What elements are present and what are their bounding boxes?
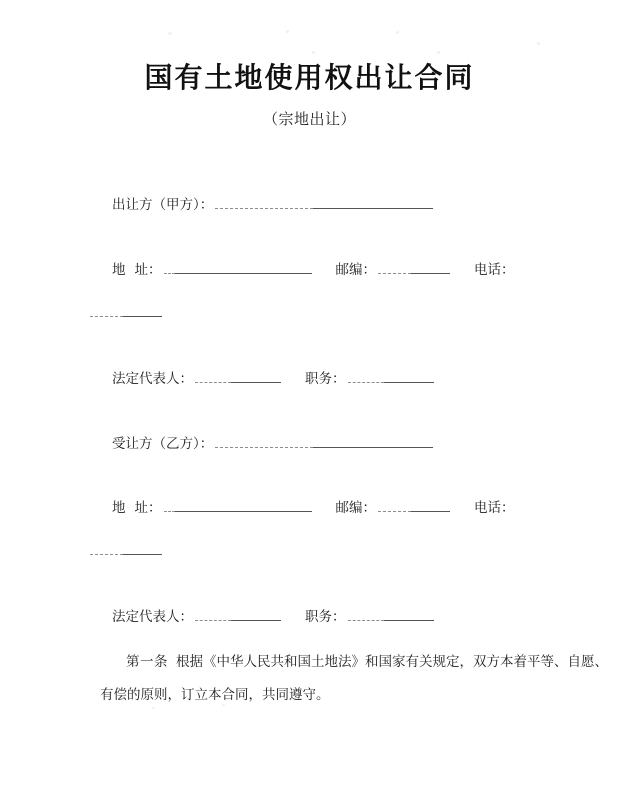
transferor-duty-label: 职务： [305, 370, 346, 386]
transferor-party-label: 出让方（甲方）： [112, 197, 214, 212]
scan-speckle [312, 51, 315, 54]
transferee-duty-input[interactable] [348, 608, 434, 621]
transferor-duty-input[interactable] [348, 370, 434, 383]
transferor-address-input[interactable] [164, 261, 312, 274]
transferor-phone-label: 电话： [474, 261, 515, 277]
transferor-postcode-input[interactable] [378, 261, 450, 274]
transferor-representative-input[interactable] [195, 370, 281, 383]
clause-line-1 [100, 645, 608, 678]
clause-text-line-1: 根据《中华人民共和国土地法》和国家有关规定，双方本着平等、自愿、 [176, 654, 608, 669]
transferor-phone-input[interactable] [90, 304, 162, 317]
transferee-representative-label: 法定代表人： [112, 609, 193, 625]
scan-speckle [168, 32, 172, 35]
transferee-party-input[interactable] [215, 435, 433, 448]
transferor-representative-label: 法定代表人： [112, 370, 193, 386]
transferee-phone-input[interactable] [90, 542, 162, 555]
page-title: 国有土地使用权出让合同 [144, 63, 475, 94]
field-row-transferor-representative [0, 370, 619, 387]
scan-speckle [396, 31, 399, 34]
transferee-postcode-input[interactable] [378, 499, 450, 512]
page-subtitle: （宗地出让） [262, 110, 356, 128]
field-row-transferor-address [0, 261, 619, 278]
clause-text-line-2: 有偿的原则，订立本合同，共同遵守。 [100, 687, 330, 702]
title-block [0, 62, 619, 129]
transferor-address-label: 地 址： [112, 261, 162, 277]
transferee-party-label: 受让方（乙方）： [112, 435, 214, 451]
field-row-transferee-party [0, 435, 619, 452]
transferee-address-label: 地 址： [112, 500, 162, 516]
transferee-duty-label: 职务： [305, 609, 346, 625]
transferee-phone-wrap [0, 542, 619, 556]
transferor-phone-wrap [0, 304, 619, 318]
form-area [0, 196, 619, 625]
scan-speckle [437, 51, 440, 54]
transferor-postcode-label: 邮编： [335, 261, 376, 277]
clause-paragraph [100, 645, 608, 711]
clause-line-2 [100, 678, 534, 711]
transferee-representative-input[interactable] [195, 608, 281, 621]
transferee-postcode-label: 邮编： [335, 500, 376, 516]
scan-speckle [537, 42, 540, 45]
field-row-transferee-representative [0, 608, 619, 625]
transferee-phone-label: 电话： [474, 500, 515, 516]
field-row-transferor-party [0, 196, 619, 213]
clause-number: 第一条 [126, 654, 168, 669]
transferor-party-input[interactable] [215, 196, 433, 209]
scan-speckle [286, 30, 289, 33]
field-row-transferee-address [0, 499, 619, 516]
transferee-address-input[interactable] [164, 499, 312, 512]
